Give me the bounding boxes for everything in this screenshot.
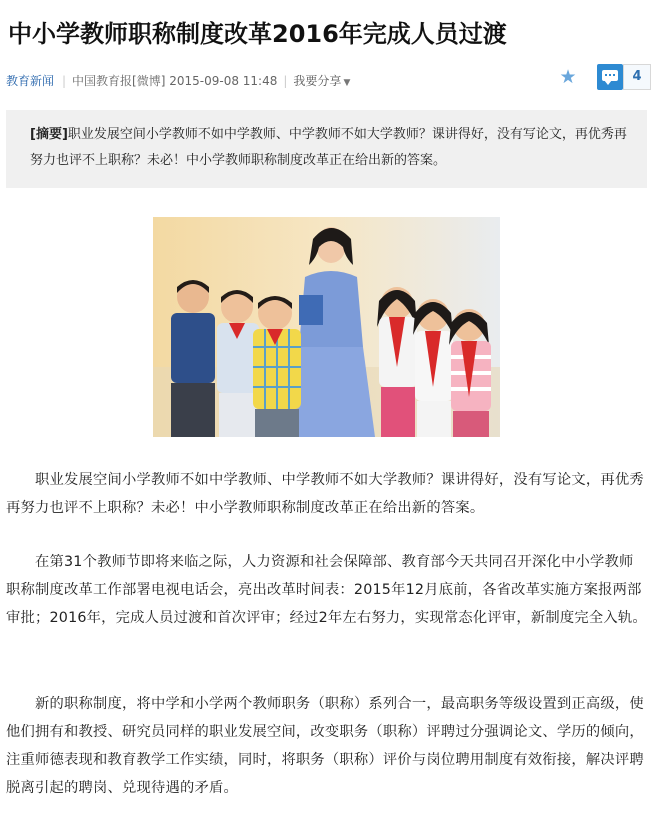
article-meta-bar	[6, 66, 646, 94]
comment-icon-tail	[604, 80, 612, 85]
summary-text: 职业发展空间小学教师不如中学教师、中学教师不如大学教师？课讲得好，没有写论文，再优秀再努力也评不上职称？未必！中小学教师职称制度改革正在给出新的答案。	[30, 127, 627, 168]
comment-icon-dots	[605, 74, 615, 76]
category-link[interactable]: 教育新闻	[6, 74, 55, 88]
source-time: 中国教育报[微博] 2015-09-08 11:48	[72, 74, 278, 88]
article-info	[56, 72, 350, 89]
star-icon[interactable]: ★	[559, 66, 577, 88]
comment-count[interactable]: 4	[623, 64, 651, 90]
summary-paragraph	[30, 122, 638, 174]
share-button[interactable]	[293, 74, 350, 88]
article-photo	[153, 217, 500, 437]
divider: |	[62, 74, 67, 88]
article-paragraph: 职业发展空间小学教师不如中学教师、中学教师不如大学教师？课讲得好，没有写论文，再优秀再努力也评不上职称？未必！中小学教师职称制度改革正在给出新的答案。	[6, 472, 644, 516]
chevron-down-icon: ▼	[343, 78, 351, 88]
photo-teacher-with-students	[153, 217, 500, 437]
comment-button[interactable]	[597, 64, 623, 90]
summary-box	[6, 110, 647, 188]
article-title: 中小学教师职称制度改革2016年完成人员过渡	[8, 20, 507, 48]
share-label: 我要分享	[293, 74, 342, 88]
article-paragraph: 新的职称制度，将中学和小学两个教师职务（职称）系列合一，最高职务等级设置到正高级，使他们拥有和教授、研究员同样的职业发展空间，改变职务（职称）评聘过分强调论文、学历的倾向，注重师德表现和教育教学工作实绩，同时，将职务（职称）评价与岗位聘用制度有效衔接，解决评聘脱离引起的聘岗、兑现待遇的矛盾。	[6, 696, 644, 796]
article-paragraph: 在第31个教师节即将来临之际，人力资源和社会保障部、教育部今天共同召开深化中小学教师职称制度改革工作部署电视电话会，亮出改革时间表：2015年12月底前，各省改革实施方案报两部审批；2016年，完成人员过渡和首次评审；经过2年左右努力，实现常态化评审，新制度完全入轨。	[6, 554, 647, 626]
divider: |	[283, 74, 288, 88]
summary-tag: [摘要]	[30, 127, 68, 142]
